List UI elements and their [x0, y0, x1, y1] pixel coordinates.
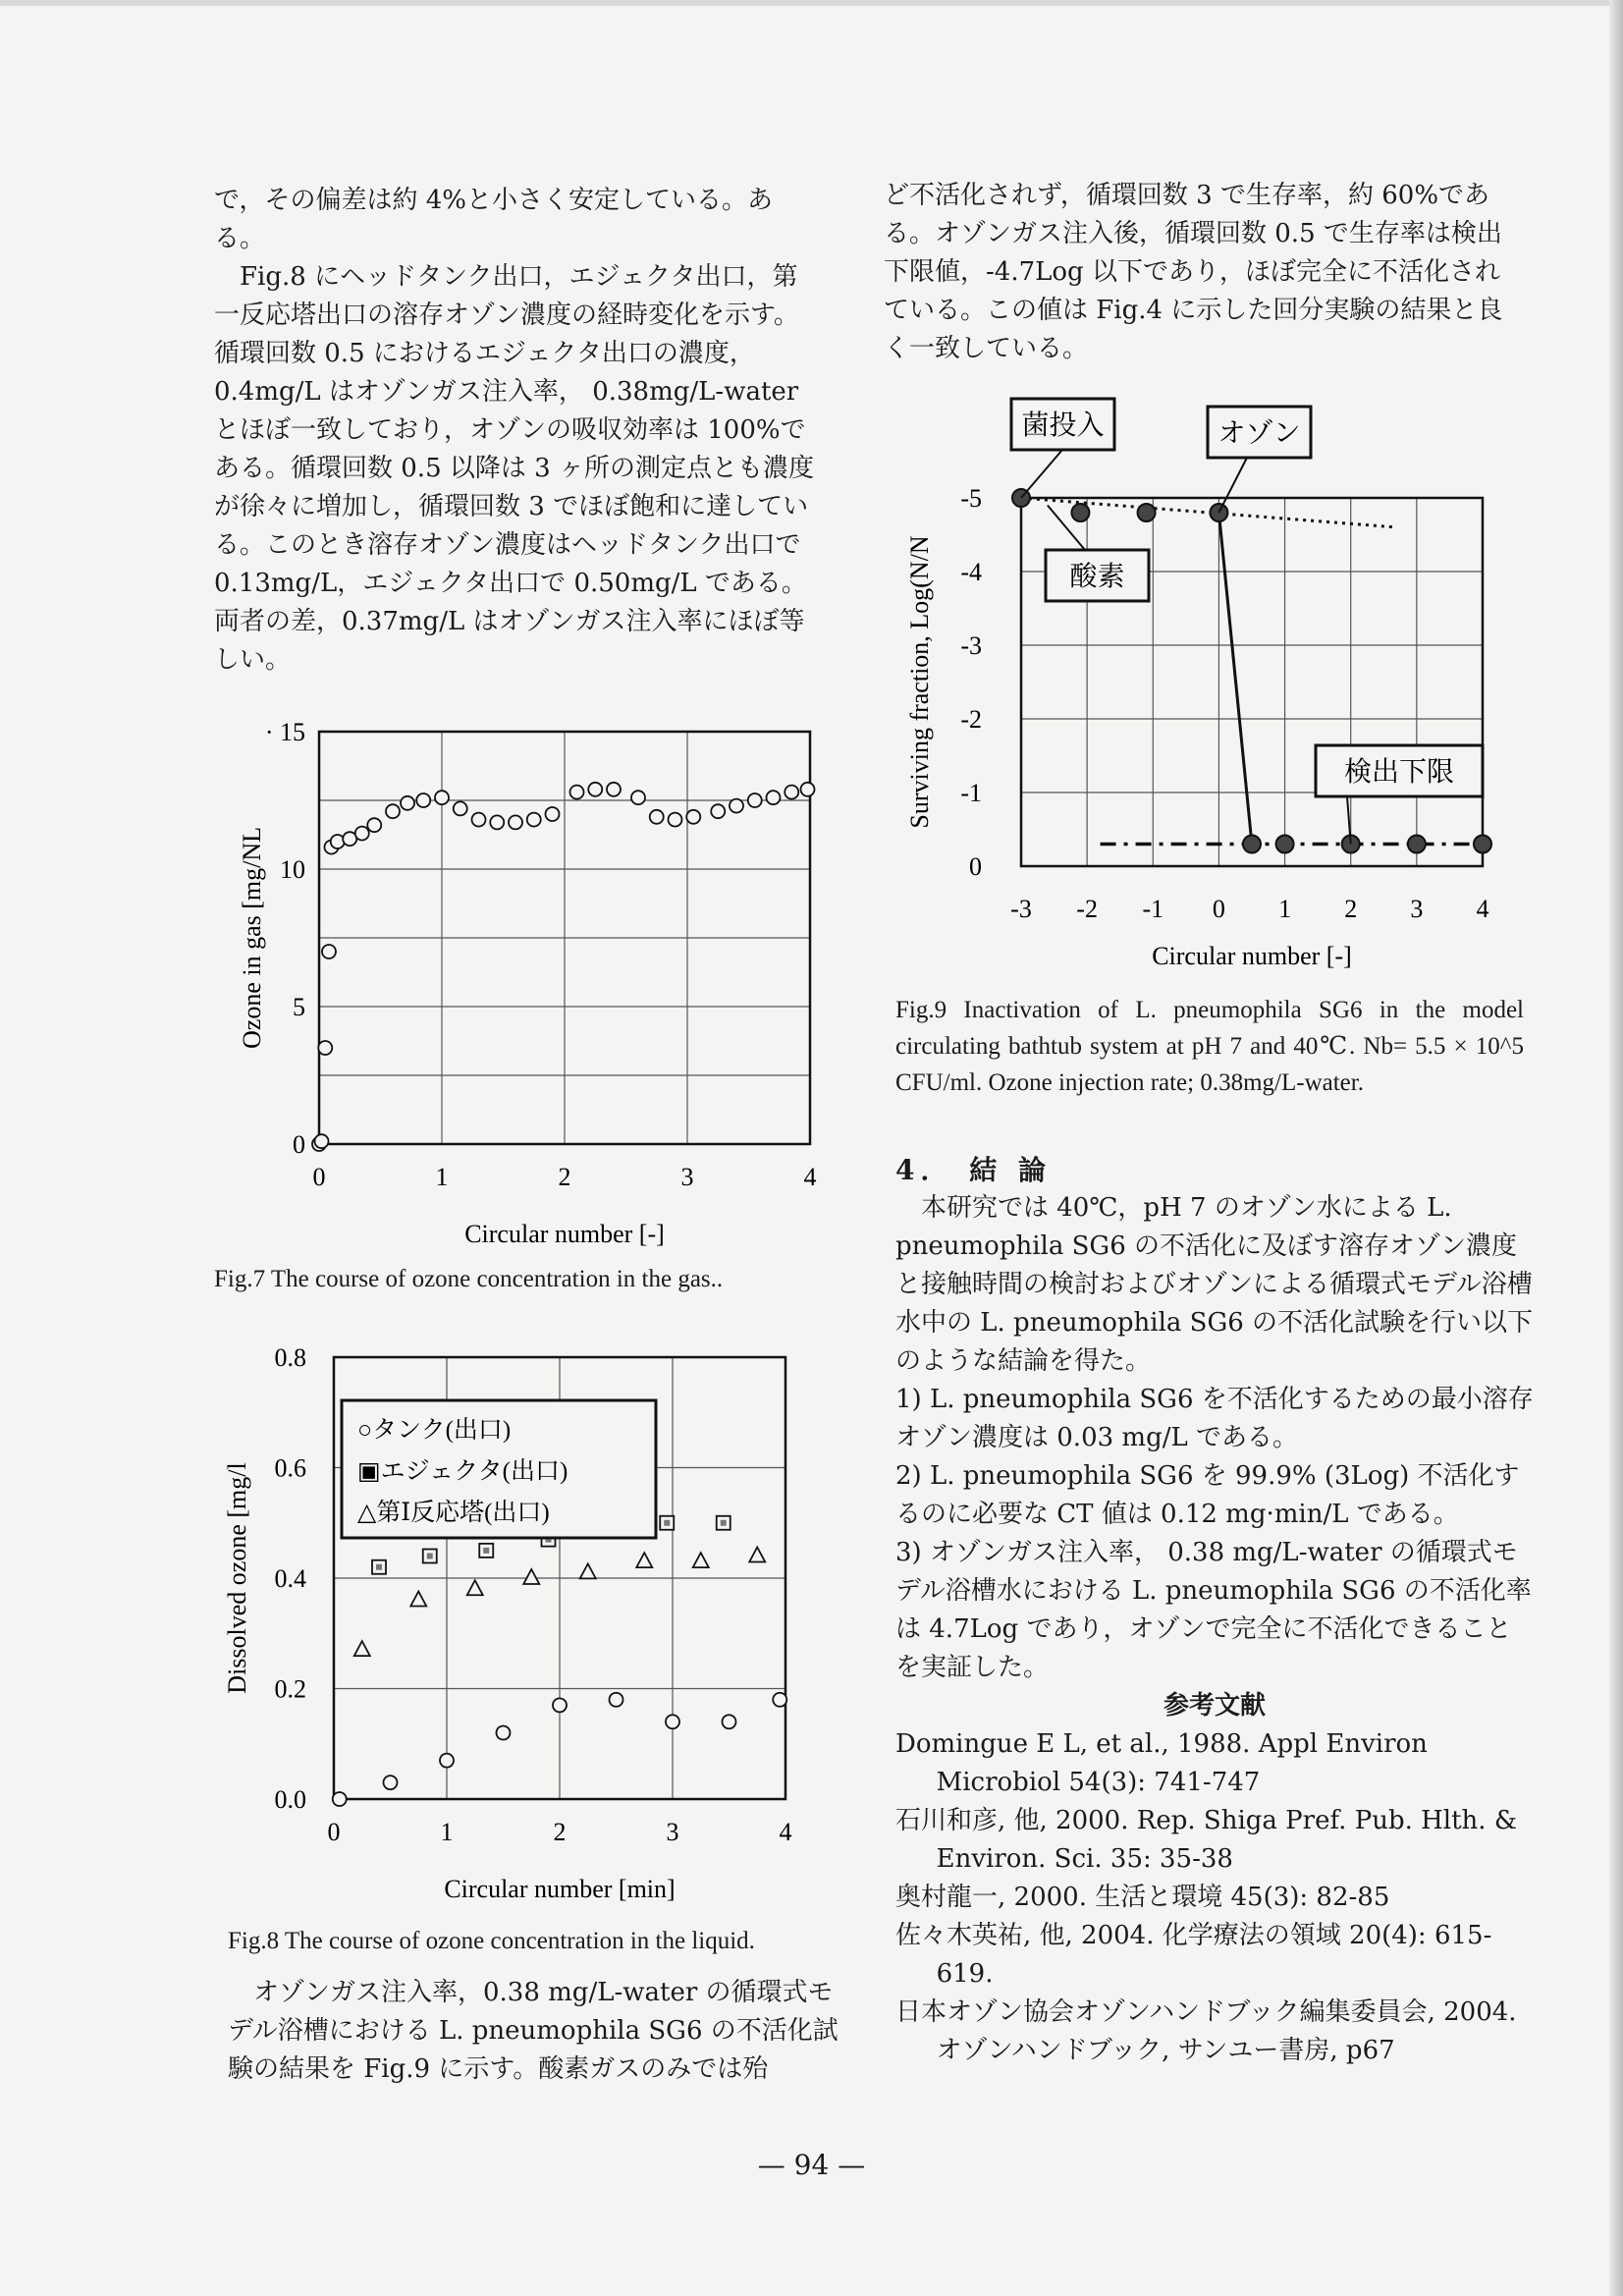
- data-point-square-inner: [721, 1520, 727, 1526]
- data-point-circle: [472, 813, 486, 827]
- right-column-top: [884, 177, 1512, 368]
- left-paragraph-2: Fig.8 にヘッドタンク出口，エジェクタ出口，第一反応塔出口の溶存オゾン濃度の経時変化を示す。循環回数 0.5 におけるエジェクタ出口の濃度，0.4mg/L はオゾンガス注入率， 0.38mg/L-water とほぼ一致しており，オゾンの吸収効率は 100%である。循環回数 0.5 以降は 3 ヶ所の測定点とも濃度が徐々に増加し，循環回数 3 でほぼ飽和に達している。このとき溶存オゾン濃度はヘッドタンク出口で 0.13mg/L，エジェクタ出口で 0.50mg/L である。両者の差，0.37mg/L はオゾンガス注入率にほぼ等しい。: [214, 262, 814, 675]
- data-point-circle: [784, 786, 798, 799]
- data-point-circle: [497, 1726, 511, 1740]
- data-point-triangle: [523, 1569, 539, 1584]
- x-tick-label: 1: [435, 1163, 449, 1191]
- data-point-circle: [588, 783, 602, 796]
- left-paragraph-3: オゾンガス注入率，0.38 mg/L-water の循環式モデル浴槽における L. pneumophila SG6 の不活化試験の結果を Fig.9 に示す。酸素ガスのみでは殆: [228, 1978, 839, 2084]
- y-tick-label: 5: [293, 993, 305, 1021]
- data-point-square-inner: [427, 1554, 433, 1559]
- legend-entry: ○タンク(出口): [357, 1417, 512, 1444]
- reference-item: 日本オゾン協会オゾンハンドブック編集委員会, 2004. オゾンハンドブック, サンユー書房, p67: [895, 1997, 1517, 2065]
- data-point-circle: [386, 804, 400, 818]
- y-axis-label: Dissolved ozone [mg/l: [223, 1462, 251, 1694]
- data-point-triangle: [693, 1553, 709, 1567]
- data-point: [1474, 836, 1491, 853]
- x-tick-label: 1: [440, 1818, 454, 1846]
- data-point-circle: [610, 1693, 623, 1707]
- fig9-caption: Fig.9 Inactivation of L. pneumophila SG6 in the model circulating bathtub system at pH 7 and 40℃. Nb= 5.5 × 10^5 CFU/ml. Ozone injection rate; 0.38mg/L-water.: [895, 997, 1524, 1096]
- data-point: [1071, 504, 1089, 521]
- data-point-circle: [631, 791, 645, 804]
- data-point-triangle: [636, 1553, 652, 1567]
- y-axis-label: Ozone in gas [mg/NL: [238, 826, 266, 1050]
- conclusion-item-3: 3) オゾンガス注入率， 0.38 mg/L-water の循環式モデル浴槽水における L. pneumophila SG6 の不活化率は 4.7Log であり，オゾンで完全に不活化できることを実証した。: [895, 1538, 1532, 1682]
- data-point-triangle: [354, 1641, 370, 1656]
- data-point-square-inner: [664, 1520, 670, 1526]
- reference-item: Domingue E L, et al., 1988. Appl Environ Microbiol 54(3): 741-747: [895, 1729, 1428, 1797]
- y-tick-label: 10: [280, 855, 305, 884]
- data-point-circle: [607, 783, 621, 796]
- y-tick-label: 0: [969, 852, 982, 881]
- data-point-circle: [801, 783, 815, 796]
- data-point-circle: [650, 810, 664, 824]
- x-tick-label: 0: [312, 1163, 326, 1191]
- data-point-triangle: [580, 1563, 596, 1578]
- scan-right-edge: [1609, 0, 1623, 2296]
- x-axis-label: Circular number [min]: [444, 1875, 676, 1903]
- reference-item: 佐々木英祐, 他, 2004. 化学療法の領域 20(4): 615-619.: [895, 1921, 1492, 1989]
- data-point-circle: [669, 813, 682, 827]
- data-point-circle: [416, 793, 430, 807]
- x-tick-label: 3: [1410, 895, 1424, 923]
- x-tick-label: 0: [327, 1818, 341, 1846]
- x-tick-label: 2: [558, 1163, 571, 1191]
- y-tick-label: -3: [960, 631, 982, 660]
- x-tick-label: 3: [680, 1163, 694, 1191]
- right-column-bottom: [895, 1151, 1534, 2070]
- y-tick-label: 0.4: [274, 1564, 306, 1593]
- data-point-circle: [490, 815, 504, 829]
- legend-entry: ▣エジェクタ(出口): [357, 1458, 568, 1485]
- fig9-chart: [884, 385, 1522, 989]
- data-point: [1408, 836, 1426, 853]
- fig7-chart: [226, 712, 835, 1248]
- conclusion-item-1: 1) L. pneumophila SG6 を不活化するための最小溶存オゾン濃度は 0.03 mg/L である。: [895, 1385, 1534, 1452]
- data-point-circle: [748, 793, 762, 807]
- data-point-square-inner: [483, 1548, 489, 1554]
- data-point: [1243, 836, 1261, 853]
- data-point-circle: [509, 815, 522, 829]
- data-point-circle: [333, 1792, 347, 1806]
- y-tick-label: 0.6: [274, 1453, 306, 1483]
- section-heading: 4． 結 論: [895, 1154, 1052, 1186]
- data-point: [1276, 836, 1294, 853]
- data-point-triangle: [749, 1548, 765, 1562]
- x-tick-label: -3: [1010, 895, 1032, 923]
- data-point-circle: [454, 801, 467, 815]
- data-point-circle: [546, 807, 560, 821]
- y-tick-label: 0.0: [274, 1785, 306, 1814]
- x-tick-label: -1: [1142, 895, 1164, 923]
- ozone-annotation-pointer: [1218, 458, 1247, 513]
- data-point-circle: [666, 1715, 679, 1728]
- y-tick-label: 0.8: [274, 1343, 306, 1372]
- fig8-caption: Fig.8 The course of ozone concentration in the liquid.: [228, 1928, 755, 1954]
- legend-entry: △第Ⅰ反応塔(出口): [357, 1500, 550, 1526]
- right-paragraph-1: ど不活化されず，循環回数 3 で生存率，約 60%である。オゾンガス注入後，循環回数 0.5 で生存率は検出下限値，-4.7Log 以下であり，ほぼ完全に不活化されている。この値は Fig.4 に示した回分実験の結果と良く一致している。: [884, 181, 1503, 363]
- data-point-circle: [711, 804, 725, 818]
- data-point-circle: [686, 810, 700, 824]
- x-tick-label: 4: [803, 1163, 817, 1191]
- x-tick-label: 0: [1212, 895, 1225, 923]
- x-tick-label: 2: [553, 1818, 567, 1846]
- data-point-triangle: [467, 1580, 483, 1595]
- y-tick-label: -5: [960, 484, 982, 513]
- ozone-annotation-label: オゾン: [1217, 418, 1301, 449]
- data-point-circle: [730, 799, 743, 813]
- data-point-circle: [435, 791, 449, 804]
- data-point-circle: [723, 1715, 736, 1728]
- references-heading: 参考文献: [1163, 1691, 1266, 1721]
- data-point: [1138, 504, 1156, 521]
- data-point-circle: [527, 813, 541, 827]
- left-column-bottom: [228, 1974, 850, 2089]
- reference-item: 奥村龍一, 2000. 生活と環境 45(3): 82-85: [895, 1883, 1390, 1912]
- scan-top-edge: [0, 0, 1623, 6]
- x-tick-label: 4: [1476, 895, 1489, 923]
- data-point-circle: [553, 1698, 567, 1712]
- data-point-circle: [355, 827, 369, 841]
- left-paragraph-1: で，その偏差は約 4%と小さく安定している。ある。: [214, 186, 773, 253]
- y-tick-label: -1: [960, 779, 982, 807]
- x-tick-label: 3: [666, 1818, 679, 1846]
- y-tick-label: -2: [960, 705, 982, 734]
- conclusion-intro: 本研究では 40℃，pH 7 のオゾン水による L. pneumophila SG6 の不活化に及ぼす溶存オゾン濃度と接触時間の検討およびオゾンによる循環式モデル浴槽水中の L. pneumophila SG6 の不活化試験を行い以下のような結論を得た。: [895, 1193, 1534, 1376]
- data-point-circle: [367, 818, 381, 832]
- data-point-circle: [570, 786, 584, 799]
- y-axis-label: Surviving fraction, Log(N/N: [905, 535, 934, 829]
- conclusion-item-2: 2) L. pneumophila SG6 を 99.9% (3Log) 不活化するのに必要な CT 値は 0.12 mg·min/L である。: [895, 1461, 1520, 1529]
- oxygen-annotation-label: 酸素: [1069, 562, 1125, 592]
- data-point-circle: [401, 796, 414, 810]
- data-point-circle: [315, 1134, 329, 1148]
- x-axis-label: Circular number [-]: [464, 1220, 665, 1248]
- bacteria-annotation-pointer: [1021, 450, 1062, 498]
- data-point-circle: [322, 945, 336, 958]
- data-point-circle: [440, 1754, 454, 1768]
- data-point-circle: [773, 1693, 786, 1707]
- x-tick-label: -2: [1076, 895, 1098, 923]
- y-tick-label: -4: [960, 558, 982, 586]
- data-point-triangle: [410, 1592, 426, 1607]
- x-tick-label: 1: [1278, 895, 1292, 923]
- data-point-circle: [384, 1776, 398, 1789]
- page-number: — 94 —: [757, 2149, 866, 2181]
- fig7-caption: Fig.7 The course of ozone concentration in the gas..: [214, 1266, 724, 1292]
- y-tick-label: 0.2: [274, 1674, 306, 1704]
- data-point-circle: [767, 791, 781, 804]
- y-tick-label: · 15: [264, 718, 305, 746]
- y-tick-label: 0: [293, 1130, 305, 1159]
- x-tick-label: 4: [779, 1818, 792, 1846]
- bacteria-annotation-label: 菌投入: [1021, 410, 1105, 441]
- x-tick-label: 2: [1344, 895, 1358, 923]
- ozone-drop-line: [1218, 513, 1252, 845]
- left-column-top: [214, 182, 823, 680]
- x-axis-label: Circular number [-]: [1152, 942, 1352, 970]
- reference-item: 石川和彦, 他, 2000. Rep. Shiga Pref. Pub. Hlth. & Environ. Sci. 35: 35-38: [895, 1806, 1517, 1874]
- data-point-square-inner: [376, 1564, 382, 1570]
- data-point-circle: [318, 1041, 332, 1055]
- fig8-chart: [223, 1338, 835, 1907]
- detection-limit-annotation-label: 検出下限: [1343, 757, 1455, 788]
